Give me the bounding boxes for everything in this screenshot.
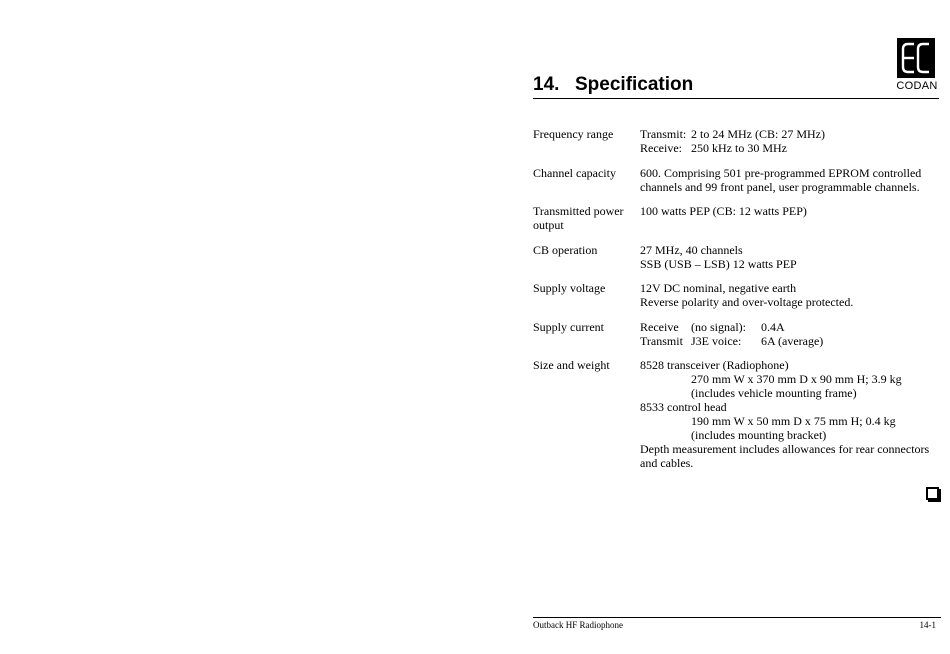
spec-label: Channel capacity [533, 166, 616, 180]
spec-value [640, 127, 930, 155]
spec-line: 27 MHz, 40 channels [640, 243, 743, 257]
footer-title: Outback HF Radiophone [533, 620, 623, 630]
transmit-value: 2 to 24 MHz (CB: 27 MHz) [691, 127, 825, 141]
spec-line: 8528 transceiver (Radiophone) [640, 358, 789, 372]
spec-line: channels and 99 front panel, user programmable channels. [640, 180, 920, 194]
spec-line: 190 mm W x 50 mm D x 75 mm H; 0.4 kg [691, 414, 896, 428]
spec-label: Size and weight [533, 358, 610, 372]
spec-line: Depth measurement includes allowances for rear connectors [640, 442, 930, 456]
page-title [533, 74, 693, 96]
codan-logo-text: CODAN [896, 80, 938, 92]
page-number: 14-1 [919, 620, 936, 630]
spec-line: 600. Comprising 501 pre-programmed EPROM controlled [640, 166, 922, 180]
receive-current: 0.4A [761, 320, 785, 334]
spec-value [640, 320, 930, 348]
spec-line: 8533 control head [640, 400, 727, 414]
footer-rule [533, 617, 941, 618]
transmit-label: Transmit: [640, 127, 687, 141]
spec-line: SSB (USB – LSB) 12 watts PEP [640, 257, 797, 271]
spec-line: 100 watts PEP (CB: 12 watts PEP) [640, 204, 807, 218]
spec-label: Transmitted power output [533, 204, 624, 232]
codan-logo [897, 38, 939, 94]
spec-line: and cables. [640, 456, 694, 470]
transmit-label: Transmit [640, 334, 683, 348]
spec-label: Frequency range [533, 127, 614, 141]
title-rule [533, 98, 939, 99]
spec-line: (includes mounting bracket) [691, 428, 827, 442]
transmit-current: 6A (average) [761, 334, 824, 348]
spec-line: 270 mm W x 370 mm D x 90 mm H; 3.9 kg [691, 372, 902, 386]
transmit-condition: J3E voice: [691, 334, 742, 348]
section-number: 14. [533, 74, 560, 95]
spec-value [640, 204, 930, 218]
spec-value [640, 281, 930, 309]
receive-value: 250 kHz to 30 MHz [691, 141, 787, 155]
spec-line: (includes vehicle mounting frame) [691, 386, 857, 400]
codan-logo-mark [897, 38, 935, 78]
receive-label: Receive: [640, 141, 682, 155]
receive-condition: (no signal): [691, 320, 746, 334]
receive-label: Receive [640, 320, 679, 334]
spec-label: Supply current [533, 320, 604, 334]
spec-line: 12V DC nominal, negative earth [640, 281, 797, 295]
spec-value [640, 358, 930, 470]
spec-label: Supply voltage [533, 281, 606, 295]
spec-value [640, 166, 930, 194]
end-of-section-icon [926, 487, 939, 500]
section-title: Specification [575, 74, 694, 95]
spec-value [640, 243, 930, 271]
spec-label: CB operation [533, 243, 598, 257]
spec-line: Reverse polarity and over-voltage protected. [640, 295, 854, 309]
